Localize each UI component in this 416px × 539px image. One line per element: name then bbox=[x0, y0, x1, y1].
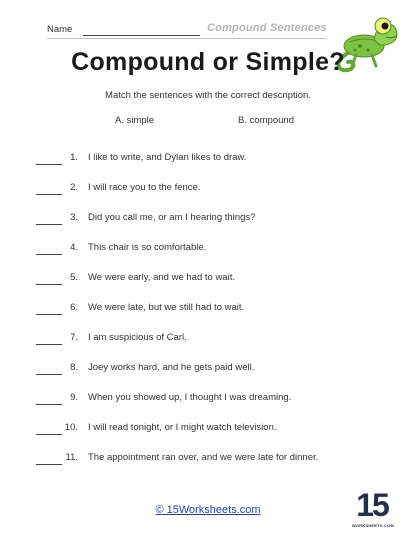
question-row bbox=[0, 362, 416, 380]
instructions: Match the sentences with the correct description. bbox=[105, 90, 311, 101]
question-row bbox=[0, 452, 416, 470]
footer-link[interactable]: © 15Worksheets.com bbox=[155, 504, 261, 516]
answer-blank[interactable] bbox=[36, 284, 62, 285]
question-text: This chair is so comfortable. bbox=[88, 242, 207, 253]
question-row bbox=[0, 272, 416, 290]
question-row bbox=[0, 422, 416, 440]
question-text: We were late, but we still had to wait. bbox=[88, 302, 245, 313]
question-text: I will race you to the fence. bbox=[88, 182, 201, 193]
question-row bbox=[0, 392, 416, 410]
option-simple: A. simple bbox=[115, 115, 155, 126]
question-text: Joey works hard, and he gets paid well. bbox=[88, 362, 255, 373]
question-number: 9. bbox=[70, 392, 78, 403]
question-row bbox=[0, 302, 416, 320]
worksheet-topic: Compound Sentences bbox=[207, 22, 327, 34]
question-number: 10. bbox=[64, 422, 78, 433]
header-divider bbox=[47, 38, 327, 39]
name-field-line[interactable] bbox=[83, 35, 200, 36]
answer-blank[interactable] bbox=[36, 344, 62, 345]
question-number: 11. bbox=[65, 452, 78, 463]
name-label: Name bbox=[47, 24, 73, 35]
question-number: 4. bbox=[70, 242, 78, 253]
question-text: We were early, and we had to wait. bbox=[88, 272, 235, 283]
question-number: 1. bbox=[70, 152, 78, 163]
answer-blank[interactable] bbox=[36, 314, 62, 315]
answer-blank[interactable] bbox=[36, 164, 62, 165]
option-compound: B. compound bbox=[238, 115, 294, 126]
question-number: 8. bbox=[70, 362, 78, 373]
question-text: The appointment ran over, and we were late for dinner. bbox=[88, 452, 319, 463]
question-row bbox=[0, 332, 416, 350]
logo-number: 15 bbox=[356, 487, 388, 523]
question-row bbox=[0, 182, 416, 200]
question-text: I am suspicious of Carl. bbox=[88, 332, 187, 343]
question-text: I will read tonight, or I might watch television. bbox=[88, 422, 277, 433]
answer-blank[interactable] bbox=[36, 464, 62, 465]
question-row bbox=[0, 242, 416, 260]
answer-blank[interactable] bbox=[36, 404, 62, 405]
site-logo bbox=[352, 488, 392, 534]
question-row bbox=[0, 212, 416, 230]
answer-blank[interactable] bbox=[36, 254, 62, 255]
question-text: I like to write, and Dylan likes to draw. bbox=[88, 152, 247, 163]
question-row bbox=[0, 152, 416, 170]
answer-blank[interactable] bbox=[36, 194, 62, 195]
question-number: 6. bbox=[70, 302, 78, 313]
question-text: When you showed up, I thought I was dreaming. bbox=[88, 392, 292, 403]
page-title: Compound or Simple? bbox=[71, 48, 345, 76]
question-number: 2. bbox=[70, 182, 78, 193]
logo-caption: WORKSHEETS.COM bbox=[352, 523, 394, 528]
answer-blank[interactable] bbox=[36, 224, 62, 225]
question-number: 7. bbox=[70, 332, 78, 343]
question-number: 3. bbox=[70, 212, 78, 223]
answer-blank[interactable] bbox=[36, 374, 62, 375]
question-text: Did you call me, or am I hearing things? bbox=[88, 212, 256, 223]
question-number: 5. bbox=[70, 272, 78, 283]
answer-blank[interactable] bbox=[36, 434, 62, 435]
